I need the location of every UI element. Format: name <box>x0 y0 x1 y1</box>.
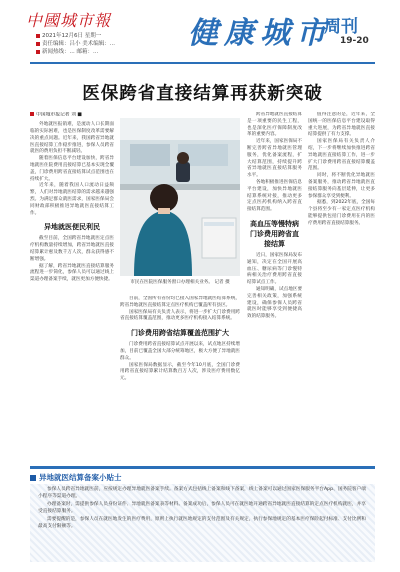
article-column-3 <box>247 112 302 460</box>
paragraph: 需要提醒的是，参保人员在就医地发生的医疗费用，原则上执行就医地规定的支付范围及有关规定，执行参保地规定的基本医疗保险起付标准、支付比例和最高支付限额等。 <box>38 516 366 530</box>
news-photo <box>120 118 240 276</box>
paragraph: 截至目前，全国跨省异地就医定点医疗机构数量持续增加，跨省异地就医直接结算累计惠及数千万人次，群众获得感不断增强。 <box>30 236 114 262</box>
paragraph: 通知明确，试点地区要完善相关政策，加强系统建设，确保参保人员跨省就医时能够享受到便捷高效的结算服务。 <box>247 286 302 320</box>
subheading: 高血压等慢特病门诊费用跨省直接结算 <box>250 218 299 248</box>
article-column-2 <box>120 296 240 460</box>
photo-caption: 市民在医院医保服务窗口办理相关业务。 记者 摄 <box>130 280 230 285</box>
paragraph: 随着医保信息平台建设加快，跨省异地就医住院费用直接结算已基本实现全覆盖，门诊费用跨省直接结算试点范围也在持续扩大。 <box>30 156 114 182</box>
info-box-title: 异地就医结算备案小贴士 <box>30 472 122 483</box>
subheading: 异地就医便民利民 <box>44 222 100 232</box>
masthead <box>0 0 400 72</box>
page-number: 19-20 <box>340 36 369 46</box>
paragraph: 据悉，到2022年底，全国每个县将至少有一家定点医疗机构能够提供包括门诊费用在内的医疗费用跨省直接结算服务。 <box>308 200 375 226</box>
paragraph: 跨省异地就医直接结算是一项重要的民生工程，也是深化医疗保障制度改革的重要内容。 <box>247 112 302 138</box>
square-marker-icon <box>30 475 36 481</box>
paragraph: 同时，将不断优化异地就医备案服务，推动跨省异地就医直接结算服务向基层延伸，让更多参保群众享受到便利。 <box>308 173 375 199</box>
article-column-4 <box>308 112 375 460</box>
paragraph: 外地就医报销难，是流动人口长期面临的实际困难，也是医保制度改革需要解决的重点问题。近年来，我国跨省异地就医直接结算工作稳步推进，参保人员跨省就医的费用负担不断减轻。 <box>30 122 114 155</box>
masthead-divider <box>30 62 375 64</box>
paragraph: 门诊费用跨省直接结算试点开展以来，试点地区持续增加，目前已覆盖全国大部分统筹地区，极大方便了异地就医群众。 <box>120 342 240 361</box>
info-box-body <box>38 486 366 530</box>
paper-logo: 中國城市報 <box>26 11 112 30</box>
weekly-tag: 周刊 <box>324 17 358 37</box>
section-title: 健康城市 <box>188 16 332 51</box>
paragraph: 参保人员跨省异地就医前，应按规定办理异地就医备案手续。备案方式包括线上备案和线下备案，线上备案可以通过国家医保服务平台App、国务院客户端小程序等渠道办理。 <box>38 487 366 500</box>
paragraph: 国家医保局数据显示，截至今年10月底，全国门诊费用跨省直接结算累计结算数百万人次，涉及医疗费用数亿元。 <box>120 362 240 382</box>
paragraph: 值得注意的是，近年来，全国统一的医保信息平台建设取得重大进展，为跨省异地就医直接结算提供了有力支撑。 <box>308 112 375 138</box>
date-line: 2021年12月6日 星期一 <box>36 32 115 40</box>
paragraph: 据了解，跨省异地就医直接结算服务流程进一步简化，参保人员可以通过线上渠道办理备案手续，就医更加方便快捷。 <box>30 263 114 283</box>
paragraph: 国家医保局有关负责人介绍，下一步将继续加快推进跨省异地就医直接结算工作，进一步扩大门诊费用跨省直接结算覆盖范围。 <box>308 139 375 172</box>
paragraph: 近日，国家医保局发布通知，决定在全国开展高血压、糖尿病等门诊慢特病相关治疗费用跨省直接结算试点工作。 <box>247 252 302 286</box>
paragraph: 各地积极推进医保信息平台建设，加快异地就医结算系统对接，推动更多定点医药机构纳入跨省直接结算范围。 <box>247 179 302 213</box>
page-headline: 医保跨省直接结算再获新突破 <box>82 84 323 104</box>
byline: 中国城市报记者 刘 ■ <box>30 112 114 119</box>
article-column-1 <box>30 112 114 460</box>
paragraph: 近年来，国家医保局不断完善跨省异地就医管理服务，优化备案流程，扩大结算范围，持续提升跨省异地就医直接结算服务水平。 <box>247 139 302 179</box>
editor-line: 责任编辑：吕小 美术编辑：... <box>36 40 115 48</box>
contact-line: 新闻热线：... 邮箱：... <box>36 48 115 56</box>
paragraph: 目前，全国所有省份均已接入国家异地就医结算系统，跨省异地就医直接结算定点医疗机构已覆盖所有县区。 <box>120 296 240 308</box>
issue-info <box>36 32 115 56</box>
subheading: 门诊费用跨省结算覆盖范围扩大 <box>131 328 229 338</box>
paragraph: 国家医保局有关负责人表示，将进一步扩大门诊费用跨省直接结算覆盖范围，推动更多医疗机构接入结算系统。 <box>120 309 240 322</box>
paragraph: 办理备案时，需提供参保人员身份证件、异地就医备案表等材料。备案成功后，参保人员可在就医地开通跨省异地就医直接结算的定点医疗机构就医，并享受直接结算服务。 <box>38 501 366 515</box>
photo-illustration <box>120 118 240 276</box>
paragraph: 近年来，随着我国人口流动日益频繁，人们对异地就医结算的需求越来越强烈。为满足群众就医需求，国家医保局会同财政部积极推进异地就医直接结算工作。 <box>30 183 114 216</box>
